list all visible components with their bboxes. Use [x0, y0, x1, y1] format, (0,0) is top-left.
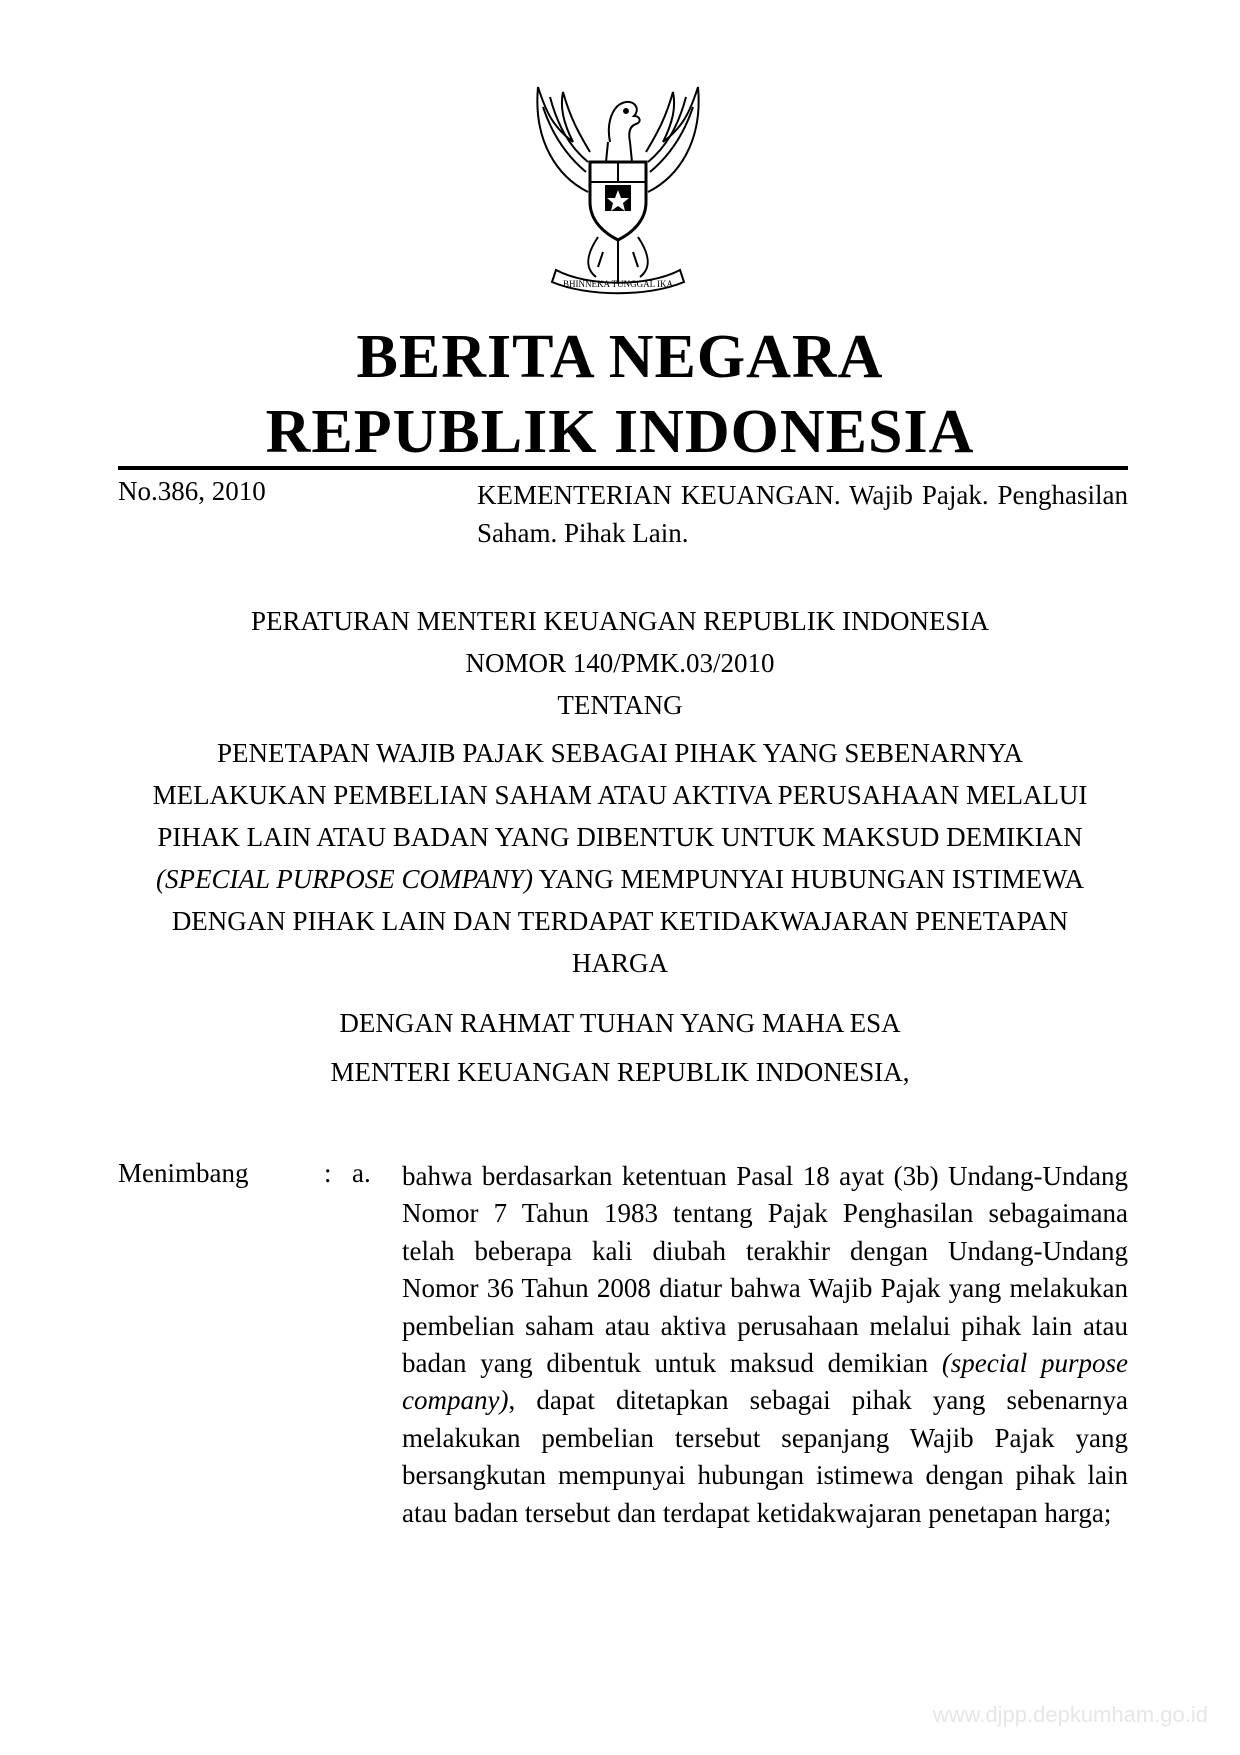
considering-item-letter: a.: [352, 1158, 371, 1188]
regulation-subject-italic: (SPECIAL PURPOSE COMPANY): [156, 864, 533, 894]
garuda-emblem-icon: [518, 82, 718, 302]
masthead-title: BERITA NEGARA: [356, 323, 884, 391]
considering-colon: :: [324, 1158, 332, 1188]
regulation-title: PERATURAN MENTERI KEUANGAN REPUBLIK INDONESIA: [251, 606, 989, 636]
regulation-subject-part1: PENETAPAN WAJIB PAJAK SEBAGAI PIHAK YANG SEBENARNYA MELAKUKAN PEMBELIAN SAHAM ATAU AKTIVA PERUSAHAAN MELALUI PIHAK LAIN ATAU BADAN YANG DIBENTUK UNTUK MAKSUD DEMIKIAN: [152, 738, 1088, 852]
considering-item-text: [402, 1158, 1128, 1532]
svg-text:BHINNEKA TUNGGAL IKA: BHINNEKA TUNGGAL IKA: [563, 279, 673, 289]
regulation-about: TENTANG: [557, 690, 683, 720]
regulation-number: NOMOR 140/PMK.03/2010: [465, 648, 775, 678]
considering-text-italic: (special purpose company): [402, 1348, 1129, 1416]
masthead-divider: [118, 466, 1128, 470]
regulation-subject-part2: YANG MEMPUNYAI HUBUNGAN ISTIMEWA DENGAN PIHAK LAIN DAN TERDAPAT KETIDAKWAJARAN PENETAPAN HARGA: [171, 864, 1084, 978]
considering-text-part2: , dapat ditetapkan sebagai pihak yang sebenarnya melakukan pembelian tersebut sepanjang Wajib Pajak yang bersangkutan mempunyai hubungan istimewa dengan pihak lain atau badan tersebut dan terdapat ketidakwajaran penetapan harga;: [402, 1385, 1128, 1528]
blessing-line: DENGAN RAHMAT TUHAN YANG MAHA ESA: [339, 1008, 901, 1038]
masthead-subtitle: REPUBLIK INDONESIA: [265, 398, 975, 466]
authority-line: MENTERI KEUANGAN REPUBLIK INDONESIA,: [330, 1057, 910, 1087]
issue-number: No.386, 2010: [118, 476, 266, 506]
considering-text-part1: bahwa berdasarkan ketentuan Pasal 18 ayat (3b) Undang-Undang Nomor 7 Tahun 1983 tentang Pajak Penghasilan sebagaimana telah beberapa kali diubah terakhir dengan Undang-Undang Nomor 36 Tahun 2008 diatur bahwa Wajib Pajak yang melakukan pembelian saham atau aktiva perusahaan melalui pihak lain atau badan yang dibentuk untuk maksud demikian: [402, 1161, 1128, 1379]
regulation-subject: [140, 732, 1100, 984]
watermark-url: www.djpp.depkumham.go.id: [932, 1702, 1208, 1727]
considering-label: Menimbang: [118, 1158, 249, 1188]
issue-subject: KEMENTERIAN KEUANGAN. Wajib Pajak. Penghasilan Saham. Pihak Lain.: [477, 480, 1128, 548]
